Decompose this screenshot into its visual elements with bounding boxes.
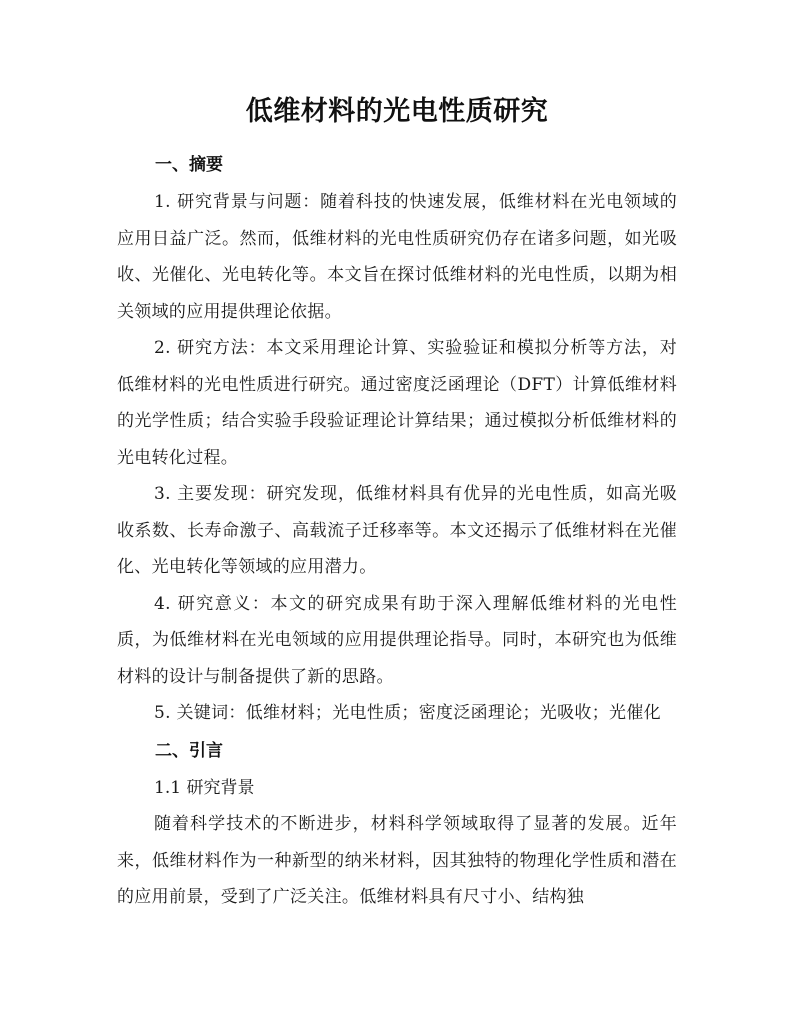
section-heading-abstract: 一、摘要 bbox=[155, 155, 223, 175]
abstract-paragraph-findings: 3. 主要发现：研究发现，低维材料具有优异的光电性质，如高光吸收系数、长寿命激子、高载流子迁移率等。本文还揭示了低维材料在光催化、光电转化等领域的应用潜力。 bbox=[117, 484, 677, 577]
document-title: 低维材料的光电性质研究 bbox=[245, 96, 549, 127]
subsection-heading-background: 1.1 研究背景 bbox=[154, 777, 255, 798]
abstract-paragraph-methods: 2. 研究方法：本文采用理论计算、实验验证和模拟分析等方法，对低维材料的光电性质进行研究。通过密度泛函理论（DFT）计算低维材料的光学性质；结合实验手段验证理论计算结果；通过模拟分析低维材料的光电转化过程。 bbox=[117, 338, 677, 468]
section-heading-introduction: 二、引言 bbox=[155, 740, 223, 761]
introduction-paragraph: 随着科学技术的不断进步，材料科学领域取得了显著的发展。近年来，低维材料作为一种新型的纳米材料，因其独特的物理化学性质和潜在的应用前景，受到了广泛关注。低维材料具有尺寸小、结构独 bbox=[117, 814, 677, 907]
abstract-paragraph-significance: 4. 研究意义：本文的研究成果有助于深入理解低维材料的光电性质，为低维材料在光电领域的应用提供理论指导。同时，本研究也为低维材料的设计与制备提供了新的思路。 bbox=[117, 593, 677, 687]
abstract-paragraph-background: 1. 研究背景与问题：随着科技的快速发展，低维材料在光电领域的应用日益广泛。然而，低维材料的光电性质研究仍存在诸多问题，如光吸收、光催化、光电转化等。本文旨在探讨低维材料的光电性质，以期为相关领域的应用提供理论依据。 bbox=[117, 192, 677, 322]
abstract-paragraph-keywords: 5. 关键词：低维材料；光电性质；密度泛函理论；光吸收；光催化 bbox=[154, 703, 661, 723]
document-body bbox=[117, 88, 677, 916]
